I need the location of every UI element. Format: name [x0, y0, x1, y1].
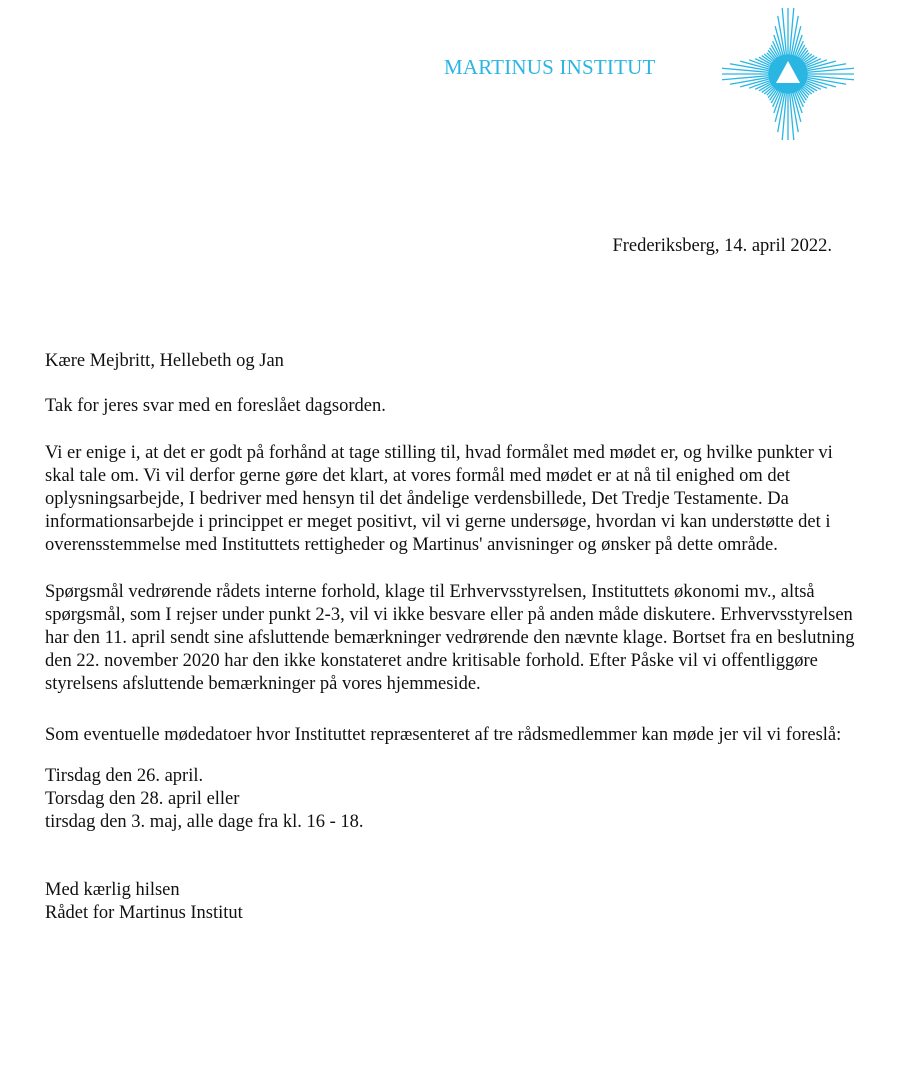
org-name: MARTINUS INSTITUT	[444, 55, 656, 79]
signature: Rådet for Martinus Institut	[45, 903, 243, 923]
date-list	[45, 765, 865, 834]
salutation: Kære Mejbritt, Hellebeth og Jan	[45, 351, 284, 371]
closing: Med kærlig hilsen	[45, 880, 180, 900]
radiant-star-triangle-icon	[722, 8, 854, 140]
date-option: Torsdag den 28. april eller	[45, 789, 240, 809]
date-option: Tirsdag den 26. april.	[45, 766, 204, 786]
paragraph-thanks: Tak for jeres svar med en foreslået dagsorden.	[45, 396, 386, 416]
date-option: tirsdag den 3. maj, alle dage fra kl. 16 - 18.	[45, 812, 364, 832]
paragraph-purpose: Vi er enige i, at det er godt på forhånd at tage stilling til, hvad formålet med mødet er, og hvilke punkter vi skal tale om. Vi vil derfor gerne gøre det klart, at vores formål med mødet er at nå til enighed om det oplysningsarbejde, I bedriver med hensyn til det åndelige verdensbillede, Det Tredje Testamente. Da informationsarbejde i princippet er meget positivt, vil vi gerne undersøge, hvordan vi kan understøtte det i overensstemmelse med Instituttets rettigheder og Martinus' anvisninger og ønsker på dette område.	[45, 443, 833, 555]
paragraph-meeting-dates: Som eventuelle mødedatoer hvor Instituttet repræsenteret af tre rådsmedlemmer kan møde jer vil vi foreslå:	[45, 725, 842, 745]
date-line: Frederiksberg, 14. april 2022.	[612, 236, 832, 256]
paragraph-questions: Spørgsmål vedrørende rådets interne forhold, klage til Erhvervsstyrelsen, Instituttets økonomi mv., altså spørgsmål, som I rejser under punkt 2-3, vil vi ikke besvare eller på anden måde diskutere. Erhvervsstyrelsen har den 11. april sendt sine afsluttende bemærkninger vedrørende den nævnte klage. Bortset fra en beslutning den 22. november 2020 har den ikke konstateret andre kritisable forhold. Efter Påske vil vi offentliggøre styrelsens afsluttende bemærkninger på vores hjemmeside.	[45, 582, 855, 694]
letter-body	[45, 350, 865, 925]
